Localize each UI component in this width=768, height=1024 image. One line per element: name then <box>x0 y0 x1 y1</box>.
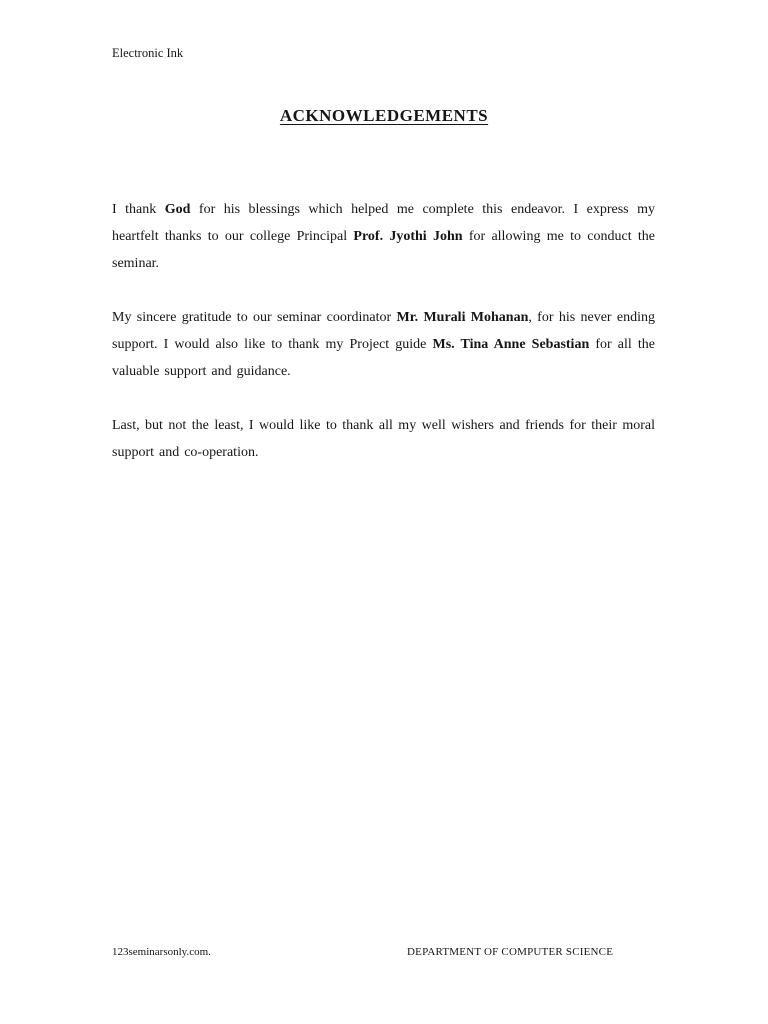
paragraph-2 <box>112 304 655 385</box>
text-segment: Last, but not the least, I would like to thank all my well wishers and friends for their moral support and co-operation. <box>112 418 655 460</box>
paragraph-3 <box>112 412 655 466</box>
text-segment: , for his never ending support. I would also like to thank my Project guide <box>112 310 655 352</box>
text-segment: I thank <box>112 202 165 217</box>
text-segment: for his blessings which helped me complete this endeavor. I express my heartfelt thanks to our college Principal <box>112 202 656 244</box>
bold-text-segment: Prof. Jyothi John <box>353 229 463 244</box>
text-segment: My sincere gratitude to our seminar coordinator <box>112 310 397 325</box>
document-body <box>112 196 655 493</box>
footer-site-name: 123seminarsonly.com. <box>112 946 211 958</box>
bold-text-segment: Mr. Murali Mohanan <box>396 310 529 325</box>
bold-text-segment: God <box>164 202 191 217</box>
running-header: Electronic Ink <box>112 46 184 60</box>
text-segment: for all the valuable support and guidance. <box>112 337 656 379</box>
footer-department: DEPARTMENT OF COMPUTER SCIENCE <box>407 946 614 958</box>
bold-text-segment: Ms. Tina Anne Sebastian <box>432 337 590 352</box>
paragraph-1 <box>112 196 655 277</box>
text-segment: for allowing me to conduct the seminar. <box>112 229 655 271</box>
page-title <box>0 106 768 126</box>
page-title-text: ACKNOWLEDGEMENTS <box>279 106 489 125</box>
